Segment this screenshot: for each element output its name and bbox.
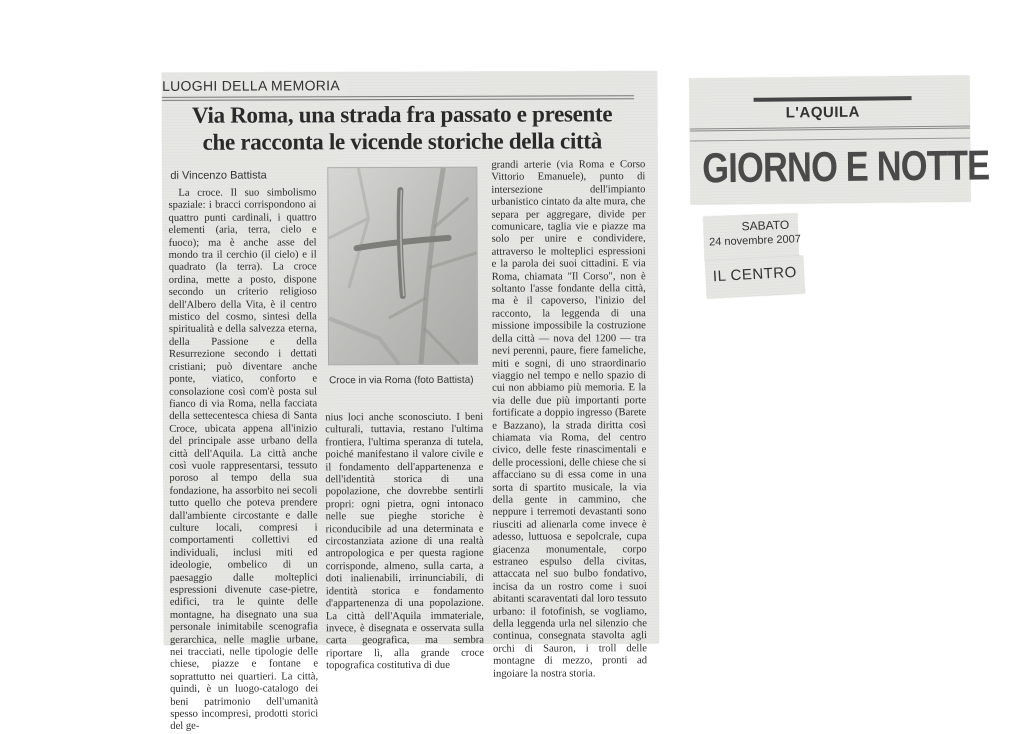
cross-photo-image [328, 168, 477, 365]
date-clipping [703, 213, 802, 260]
article-clipping [162, 71, 659, 733]
newspaper-name: IL CENTRO [712, 263, 798, 286]
date-full: 24 novembre 2007 [708, 233, 802, 249]
masthead-rule [690, 126, 970, 132]
headline-line-2: che racconta le vicende storiche della città [202, 128, 602, 155]
headline-line-1: Via Roma, una strada fra passato e presente [191, 101, 613, 128]
masthead-city: L'AQUILA [785, 103, 861, 122]
article-column-1: La croce. Il suo simbolismo spaziale: i bracci corrispondono ai quattro punti cardinali, i quattro elementi (aria, terra, cielo e fuoco); ma è anche asse del mondo tra il cerchio (il cielo) e il quadrato (la terra). La croce ordina, mette a posto, dispone secondo un criterio religioso dell'Albero della Vita, è il centro mistico del cosmo, sintesi della spiritualità e della salvezza eterna, della Passione e della Resurrezione secondo i dettati cristiani; può diventare anche ponte, viatico, conforto e consolazione così com'è posta sul fianco di via Roma, nella facciata della settecentesca chiesa di Santa Croce, ubicata appena all'inizio del principale asse urbano della città dell'Aquila. La città anche così vuole rappresentarsi, tessuto poroso al tempo della sua fondazione, ha assorbito nei secoli tutto quello che poteva prendere dall'ambiente circostante e dalle culture locali, compresi i comportamenti collettivi ed individuali, inclusi miti ed ideologie, ombelico di un paesaggio dalle molteplici espressioni divenute case-pietre, edifici, tra le quinte delle montagne, ha disegnato una sua personale inimitabile scenografia gerarchica, nelle maglie urbane, nei tracciati, nelle tipologie delle chiese, piazze e fontane e soprattutto nei quartieri. La città, quindi, è un luogo-catalogo dei beni patrimonio dell'umanità spesso incompresi, prodotti storici del ge- [168, 187, 319, 733]
article-column-3: grandi arterie (via Roma e Corso Vittorio Emanuele), punto di intersezione dell'impianto urbanistico cintato da alte mura, che separa per aggregare, divide per comunicare, taglia vie e piazze ma solo per unire e condividere, attraverso le molteplici espressioni e la parola dei suoi cittadini. E via Roma, chiamata "Il Corso", non è soltanto l'asse fondante della città, ma è il capoverso, l'inizio del racconto, la leggenda di una missione impossibile la costruzione della città — nova del 1200 — tra nevi perenni, paure, fiere fameliche, miti e sogni, di uno straordinario viaggio nel tempo e nello spazio di cui non abbiamo più memoria. E la via delle due più importanti porte fortificate a doppio ingresso (Barete e Bazzano), la strada diritta così chiamata via Roma, del centro civico, delle feste rinascimentali e delle processioni, delle chiese che si affacciano su di essa come in una sorta di spartito musicale, la via della gente in cammino, che neppure i terremoti devastanti sono riusciti ad alienarla come invece è adesso, luttuosa e sepolcrale, cupa giacenza monumentale, corpo estraneo espulso della civitas, attaccata nel suo bulbo fondativo, incisa da un rostro come i suoi abitanti scaraventati dal loro tessuto urbano: il fotofinish, se vogliamo, della leggenda urla nel silenzio che continua, consegnata stavolta agli orchi di Sauron, i troll delle montagne di mezzo, pronti ad ingoiare la nostra storia. [491, 159, 648, 680]
date-weekday: SABATO [741, 217, 790, 234]
section-label: LUOGHI DELLA MEMORIA [162, 77, 346, 94]
masthead-rule-thin [690, 138, 970, 142]
cross-photo [327, 167, 478, 366]
photo-caption: Croce in via Roma (foto Battista) [329, 374, 474, 387]
article-headline [162, 100, 642, 156]
newspaper-clipping [705, 255, 805, 298]
masthead-clipping [689, 76, 990, 205]
article-column-2: nius loci anche sconosciuto. I beni culturali, tuttavia, restano l'ultima frontiera, l'ultima speranza di tutela, poiché manifestano il valore civile e il fondamento dell'appartenenza e dell'identità storica di una popolazione, che dovrebbe sentirli propri: ogni pietra, ogni intonaco nelle sue pieghe storiche è riconducibile ad una determinata e circostanziata azione di una realtà antropologica e per questa ragione corrisponde, almeno, sulla carta, a doti inalienabili, irrinunciabili, di identità storica e fondamento d'appartenenza di una popolazione. La città dell'Aquila immateriale, invece, è disegnata e osservata sulla carta geografica, ma sembra riportare lì, alla grande croce topografica costitutiva di due [325, 411, 485, 672]
masthead-bar [754, 96, 912, 102]
byline: di Vincenzo Battista [170, 169, 267, 182]
masthead-title: GIORNO E NOTTE [702, 141, 990, 192]
